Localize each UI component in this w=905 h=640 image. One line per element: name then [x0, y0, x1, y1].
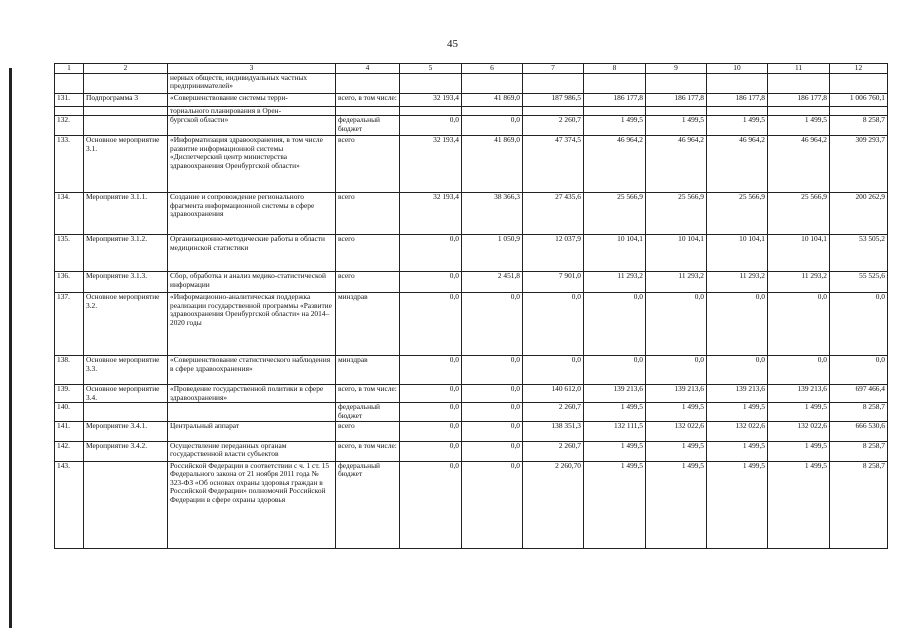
value-cell: 1 499,5	[584, 441, 646, 461]
table-row	[55, 272, 888, 293]
value-cell: 132 022,6	[768, 421, 830, 441]
value-cell: 0,0	[462, 403, 523, 421]
value-cell: 53 505,2	[830, 235, 888, 272]
value-cell	[707, 106, 768, 116]
value-cell: 0,0	[523, 356, 584, 385]
value-cell: 132 111,5	[584, 421, 646, 441]
value-cell: 1 499,5	[707, 461, 768, 548]
value-cell: 11 293,2	[646, 272, 707, 293]
row-number: 139.	[55, 385, 84, 403]
budget-table	[54, 63, 888, 549]
value-cell: 41 869,0	[462, 136, 523, 193]
value-cell: 139 213,6	[768, 385, 830, 403]
value-cell: 1 499,5	[768, 441, 830, 461]
item-description: Организационно-методические работы в области медицинской статистики	[168, 235, 336, 272]
row-number: 142.	[55, 441, 84, 461]
value-cell: 139 213,6	[707, 385, 768, 403]
item-name	[84, 73, 168, 93]
col-header: 10	[707, 64, 768, 74]
value-cell: 0,0	[462, 116, 523, 136]
value-cell: 8 258,7	[830, 441, 888, 461]
funding-source: всего	[336, 272, 400, 293]
value-cell: 0,0	[768, 356, 830, 385]
value-cell	[768, 73, 830, 93]
item-name: Мероприятие 3.4.1.	[84, 421, 168, 441]
value-cell: 0,0	[646, 356, 707, 385]
value-cell: 1 499,5	[646, 461, 707, 548]
value-cell: 0,0	[400, 403, 462, 421]
item-description: бургской области»	[168, 116, 336, 136]
value-cell: 55 525,6	[830, 272, 888, 293]
item-name: Основное мероприятие 3.4.	[84, 385, 168, 403]
value-cell: 0,0	[400, 461, 462, 548]
row-number: 132.	[55, 116, 84, 136]
col-header: 3	[168, 64, 336, 74]
table-row	[55, 193, 888, 235]
table-row	[55, 461, 888, 548]
table-row	[55, 356, 888, 385]
item-description: «Совершенствование системы терри-	[168, 93, 336, 106]
value-cell: 1 499,5	[584, 461, 646, 548]
col-header: 7	[523, 64, 584, 74]
value-cell: 1 006 760,1	[830, 93, 888, 106]
value-cell: 0,0	[646, 293, 707, 356]
item-description: «Информационно-аналитическая поддержка реализации государственной программы «Развитие здравоохранения Оренбургской области» на 2014–2020 годы	[168, 293, 336, 356]
value-cell: 1 499,5	[707, 116, 768, 136]
value-cell: 12 037,9	[523, 235, 584, 272]
value-cell: 0,0	[400, 235, 462, 272]
item-name	[84, 116, 168, 136]
value-cell: 32 193,4	[400, 93, 462, 106]
col-header: 12	[830, 64, 888, 74]
funding-source: всего, в том числе:	[336, 441, 400, 461]
table-row	[55, 73, 888, 93]
value-cell: 0,0	[584, 356, 646, 385]
value-cell	[830, 73, 888, 93]
value-cell: 0,0	[707, 356, 768, 385]
item-name: Основное мероприятие 3.3.	[84, 356, 168, 385]
row-number: 138.	[55, 356, 84, 385]
table-row	[55, 235, 888, 272]
value-cell: 0,0	[830, 356, 888, 385]
funding-source: федеральный бюджет	[336, 403, 400, 421]
value-cell: 1 499,5	[646, 403, 707, 421]
value-cell: 46 964,2	[646, 136, 707, 193]
item-description: «Совершенствование статистического наблюдения в сфере здравоохранения»	[168, 356, 336, 385]
value-cell: 41 869,0	[462, 93, 523, 106]
value-cell	[768, 106, 830, 116]
value-cell	[400, 106, 462, 116]
table-row	[55, 293, 888, 356]
value-cell: 1 499,5	[768, 461, 830, 548]
item-name: Мероприятие 3.1.3.	[84, 272, 168, 293]
funding-source: всего	[336, 136, 400, 193]
item-name: Мероприятие 3.4.2.	[84, 441, 168, 461]
value-cell: 140 612,0	[523, 385, 584, 403]
value-cell: 0,0	[584, 293, 646, 356]
value-cell: 2 260,7	[523, 116, 584, 136]
value-cell: 25 566,9	[768, 193, 830, 235]
value-cell: 10 104,1	[707, 235, 768, 272]
value-cell: 200 262,9	[830, 193, 888, 235]
value-cell: 132 022,6	[707, 421, 768, 441]
value-cell: 186 177,8	[584, 93, 646, 106]
item-description: Осуществление переданных органам государственной власти субъектов	[168, 441, 336, 461]
table-row	[55, 116, 888, 136]
funding-source	[336, 73, 400, 93]
col-header: 9	[646, 64, 707, 74]
row-number: 134.	[55, 193, 84, 235]
value-cell: 2 260,7	[523, 441, 584, 461]
value-cell: 25 566,9	[707, 193, 768, 235]
funding-source: федеральный бюджет	[336, 116, 400, 136]
item-description: «Информатизация здравоохранения, в том числе развитие информационной системы «Диспетчерский центр министерства здравоохранения Оренбургской области»	[168, 136, 336, 193]
value-cell	[707, 73, 768, 93]
value-cell	[462, 106, 523, 116]
scan-edge	[9, 68, 12, 628]
value-cell: 139 213,6	[584, 385, 646, 403]
value-cell: 0,0	[830, 293, 888, 356]
value-cell: 46 964,2	[707, 136, 768, 193]
value-cell: 0,0	[400, 385, 462, 403]
col-header: 6	[462, 64, 523, 74]
value-cell: 138 351,3	[523, 421, 584, 441]
funding-source: всего, в том числе:	[336, 93, 400, 106]
funding-source: всего	[336, 235, 400, 272]
item-description: Создание и сопровождение регионального фрагмента информационной системы в сфере здравоохранения	[168, 193, 336, 235]
value-cell: 0,0	[462, 421, 523, 441]
item-description: Российской Федерации в соответствии с ч. 1 ст. 15 Федерального закона от 21 ноября 2011 года № 323-ФЗ «Об основах охраны здоровья граждан в Российской Федерации» полномочий Российской Федерации в сфере охраны здоровья	[168, 461, 336, 548]
value-cell: 7 901,0	[523, 272, 584, 293]
funding-source: всего	[336, 421, 400, 441]
value-cell: 32 193,4	[400, 136, 462, 193]
value-cell: 27 435,6	[523, 193, 584, 235]
col-header: 8	[584, 64, 646, 74]
value-cell: 139 213,6	[646, 385, 707, 403]
item-name: Основное мероприятие 3.2.	[84, 293, 168, 356]
value-cell: 47 374,5	[523, 136, 584, 193]
value-cell	[400, 73, 462, 93]
value-cell: 1 499,5	[768, 116, 830, 136]
value-cell: 666 530,6	[830, 421, 888, 441]
value-cell	[523, 106, 584, 116]
value-cell: 0,0	[400, 116, 462, 136]
table-row	[55, 106, 888, 116]
page-number: 45	[447, 38, 458, 50]
value-cell: 8 258,7	[830, 461, 888, 548]
value-cell: 0,0	[400, 293, 462, 356]
table-row	[55, 441, 888, 461]
value-cell: 10 104,1	[646, 235, 707, 272]
value-cell: 1 050,9	[462, 235, 523, 272]
item-description: ториального планирования в Орен-	[168, 106, 336, 116]
value-cell: 186 177,8	[646, 93, 707, 106]
value-cell: 0,0	[707, 293, 768, 356]
value-cell: 0,0	[523, 293, 584, 356]
item-name: Мероприятие 3.1.2.	[84, 235, 168, 272]
value-cell	[646, 106, 707, 116]
funding-source: всего	[336, 193, 400, 235]
row-number: 141.	[55, 421, 84, 441]
value-cell: 0,0	[400, 441, 462, 461]
row-number: 131.	[55, 93, 84, 106]
value-cell	[584, 73, 646, 93]
value-cell: 187 986,5	[523, 93, 584, 106]
value-cell: 8 258,7	[830, 403, 888, 421]
value-cell: 10 104,1	[584, 235, 646, 272]
value-cell	[523, 73, 584, 93]
row-number: 137.	[55, 293, 84, 356]
row-number	[55, 73, 84, 93]
table-row	[55, 421, 888, 441]
value-cell: 0,0	[462, 293, 523, 356]
value-cell: 2 260,7	[523, 403, 584, 421]
value-cell: 0,0	[400, 272, 462, 293]
value-cell: 0,0	[400, 356, 462, 385]
value-cell: 2 260,70	[523, 461, 584, 548]
value-cell: 186 177,8	[768, 93, 830, 106]
value-cell: 25 566,9	[646, 193, 707, 235]
value-cell: 32 193,4	[400, 193, 462, 235]
item-description: Сбор, обработка и анализ медико-статистической информации	[168, 272, 336, 293]
col-header: 5	[400, 64, 462, 74]
value-cell	[830, 106, 888, 116]
funding-source: минздрав	[336, 293, 400, 356]
row-number: 133.	[55, 136, 84, 193]
value-cell: 46 964,2	[768, 136, 830, 193]
funding-source	[336, 106, 400, 116]
value-cell	[462, 73, 523, 93]
funding-source: федеральный бюджет	[336, 461, 400, 548]
value-cell: 697 466,4	[830, 385, 888, 403]
table-row	[55, 93, 888, 106]
value-cell: 1 499,5	[646, 116, 707, 136]
value-cell: 0,0	[400, 421, 462, 441]
item-name	[84, 106, 168, 116]
row-number: 135.	[55, 235, 84, 272]
value-cell: 1 499,5	[584, 403, 646, 421]
col-header: 4	[336, 64, 400, 74]
col-header: 2	[84, 64, 168, 74]
value-cell: 11 293,2	[707, 272, 768, 293]
table-row	[55, 385, 888, 403]
value-cell: 0,0	[462, 385, 523, 403]
value-cell: 0,0	[462, 461, 523, 548]
value-cell: 2 451,8	[462, 272, 523, 293]
funding-source: всего, в том числе:	[336, 385, 400, 403]
item-description	[168, 403, 336, 421]
value-cell: 1 499,5	[584, 116, 646, 136]
value-cell: 1 499,5	[707, 441, 768, 461]
value-cell: 1 499,5	[646, 441, 707, 461]
value-cell: 46 964,2	[584, 136, 646, 193]
value-cell: 0,0	[462, 441, 523, 461]
row-number: 143.	[55, 461, 84, 548]
value-cell: 11 293,2	[768, 272, 830, 293]
funding-source: минздрав	[336, 356, 400, 385]
value-cell: 1 499,5	[707, 403, 768, 421]
item-name	[84, 461, 168, 548]
value-cell	[646, 73, 707, 93]
col-header: 11	[768, 64, 830, 74]
item-description: «Проведение государственной политики в сфере здравоохранения»	[168, 385, 336, 403]
row-number	[55, 106, 84, 116]
table-row	[55, 403, 888, 421]
value-cell: 186 177,8	[707, 93, 768, 106]
item-name	[84, 403, 168, 421]
value-cell: 10 104,1	[768, 235, 830, 272]
value-cell	[584, 106, 646, 116]
item-description: нерных обществ, индивидуальных частных предпринимателей»	[168, 73, 336, 93]
row-number: 140.	[55, 403, 84, 421]
value-cell: 38 366,3	[462, 193, 523, 235]
value-cell: 25 566,9	[584, 193, 646, 235]
value-cell: 11 293,2	[584, 272, 646, 293]
item-name: Подпрограмма 3	[84, 93, 168, 106]
value-cell: 309 293,7	[830, 136, 888, 193]
item-name: Основное мероприятие 3.1.	[84, 136, 168, 193]
value-cell: 132 022,6	[646, 421, 707, 441]
item-name: Мероприятие 3.1.1.	[84, 193, 168, 235]
value-cell: 0,0	[768, 293, 830, 356]
table-row	[55, 136, 888, 193]
value-cell: 1 499,5	[768, 403, 830, 421]
col-header: 1	[55, 64, 84, 74]
header-row	[55, 64, 888, 74]
item-description: Центральный аппарат	[168, 421, 336, 441]
value-cell: 8 258,7	[830, 116, 888, 136]
value-cell: 0,0	[462, 356, 523, 385]
row-number: 136.	[55, 272, 84, 293]
